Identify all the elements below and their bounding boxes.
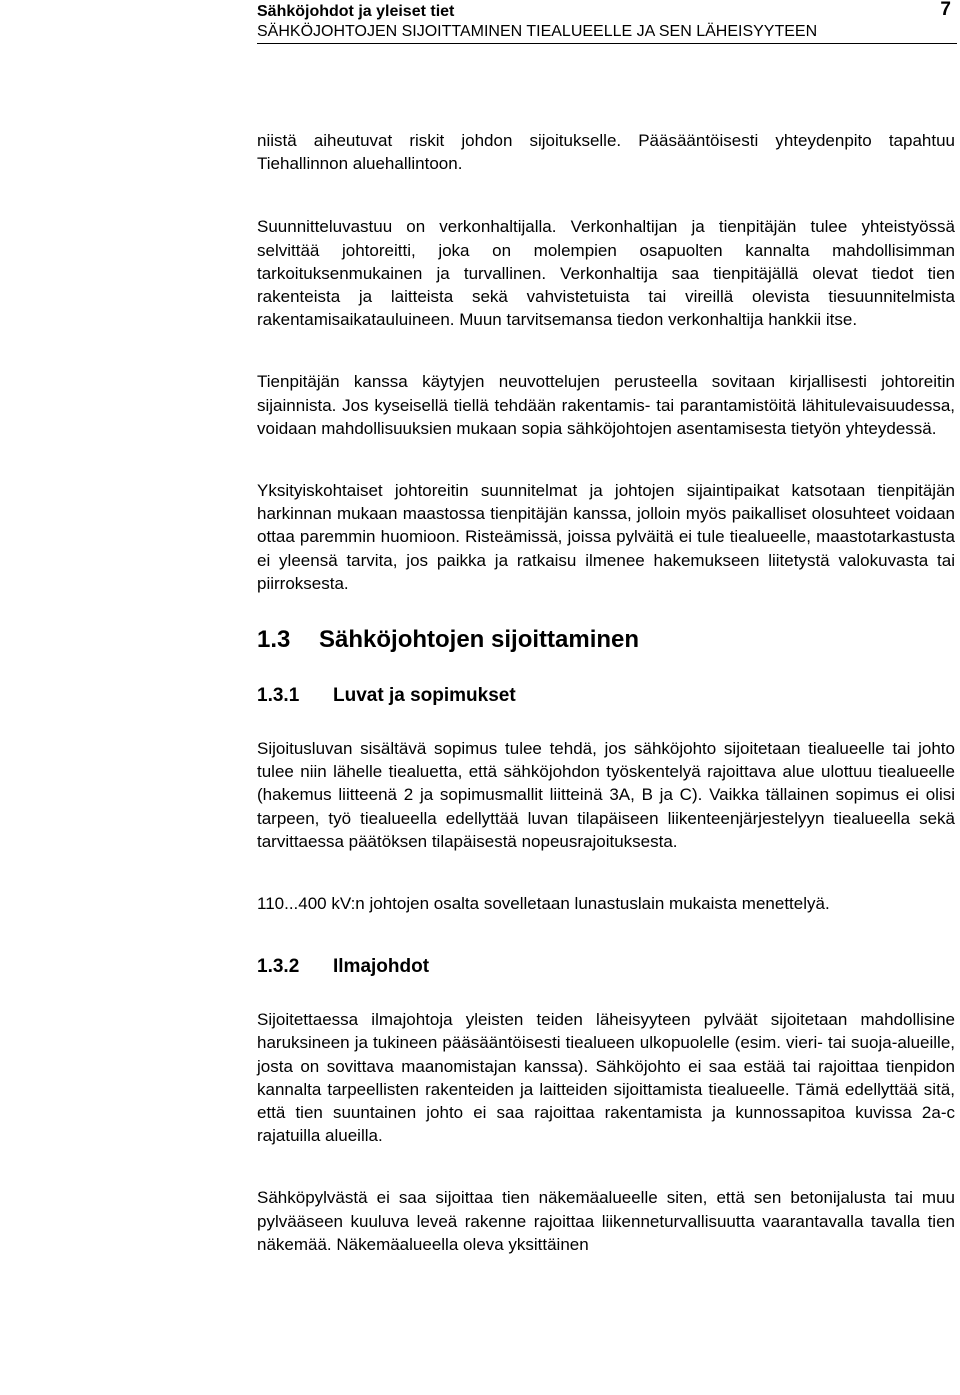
section-title: Sähköjohtojen sijoittaminen: [319, 626, 640, 654]
page-number: 7: [940, 0, 951, 20]
subsection-heading-1-3-1: [257, 684, 955, 708]
paragraph-6: 110...400 kV:n johtojen osalta sovelletaan lunastuslain mukaista menettelyä.: [257, 894, 830, 914]
subsection-title: Luvat ja sopimukset: [333, 685, 516, 707]
paragraph-7: Sijoitettaessa ilmajohtoja yleisten teiden läheisyyteen pylväät sijoitetaan mahdollisine haruksineen ja tukineen pääsääntöisesti tiealueen ulkopuolelle (esim. vieri- tai suoja-alueille, josta on sovittava maanomistajan kanssa). Sähköjohto ei saa estää tai rajoittaa tienpidon kannalta tarpeellisten rakenteiden ja laitteiden sijoittamista tiealueelle. Tämä edellyttää sitä, että tien suuntainen johto ei saa rajoittaa rakentamista ja kunnossapitoa kuvissa 2a-c rajatuilla alueilla.: [257, 1010, 955, 1146]
subsection-number: 1.3.2: [257, 956, 300, 978]
page-header: [257, 0, 957, 44]
subsection-number: 1.3.1: [257, 685, 300, 707]
paragraph-1: niistä aiheutuvat riskit johdon sijoitukselle. Pääsääntöisesti yhteydenpito tapahtuu Tiehallinnon aluehallintoon.: [257, 131, 955, 174]
subsection-heading-1-3-2: [257, 955, 955, 979]
paragraph-4: Yksityiskohtaiset johtoreitin suunnitelmat ja johtojen sijaintipaikat katsotaan tienpitäjän harkinnan mukaan maastossa tienpitäjän kanssa, jolloin myös paikalliset olosuhteet voidaan ottaa paremmin huomioon. Risteämissä, joissa pylväitä ei tule tiealueelle, maastotarkastusta ei yleensä tarvita, jos paikka ja ratkaisu ilmenee hakemukseen liitetystä valokuvasta tai piirroksesta.: [257, 481, 955, 593]
document-subtitle: SÄHKÖJOHTOJEN SIJOITTAMINEN TIEALUEELLE JA SEN LÄHEISYYTEEN: [257, 23, 818, 40]
document-title: Sähköjohdot ja yleiset tiet: [257, 3, 455, 20]
paragraph-8: Sähköpylvästä ei saa sijoittaa tien näkemäalueelle siten, että sen betonijalusta tai muu pylvääseen kuuluva leveä rakenne rajoittaa liikenneturvallisuutta vaarantavalla tavalla tien näkemää. Näkemäalueella oleva yksittäinen: [257, 1188, 955, 1254]
section-number: 1.3: [257, 626, 291, 654]
page-body: [257, 129, 955, 1256]
section-heading-1-3: [257, 625, 955, 655]
header-divider: [257, 43, 957, 44]
subsection-title: Ilmajohdot: [333, 956, 430, 978]
paragraph-2: Suunnitteluvastuu on verkonhaltijalla. Verkonhaltijan ja tienpitäjän tulee yhteistyössä selvittää johtoreitti, joka on molempien osapuolten kannalta mahdollisimman tarkoituksenmukainen ja turvallinen. Verkonhaltija saa tienpitäjällä olevat tiedot tien rakenteista ja laitteista sekä vahvistetuista tai vireillä olevista tiesuunnitelmista rakentamisaikatauluineen. Muun tarvitsemansa tiedon verkonhaltija hankkii itse.: [257, 217, 955, 330]
paragraph-5: Sijoitusluvan sisältävä sopimus tulee tehdä, jos sähköjohto sijoitetaan tiealueelle tai johto tulee niin lähelle tiealuetta, että sähköjohdon työskentelyä rajoittava alue ulottuu tiealueelle (hakemus liitteenä 2 ja sopimusmallit liitteinä 3A, B ja C). Vaikka tällainen sopimus ei olisi tarpeen, työ tiealueella edellyttää luvan tilapäiseen liikenteenjärjestelyyn tiealueella sekä tarvittaessa päätöksen tilapäisestä nopeusrajoituksesta.: [257, 739, 955, 851]
paragraph-3: Tienpitäjän kanssa käytyjen neuvottelujen perusteella sovitaan kirjallisesti johtoreitin sijainnista. Jos kyseisellä tiellä tehdään rakentamis- tai parantamistöitä lähitulevaisuudessa, voidaan mahdollisuuksien mukaan sopia sähköjohtojen asentamisesta tietyön yhteydessä.: [257, 372, 955, 438]
